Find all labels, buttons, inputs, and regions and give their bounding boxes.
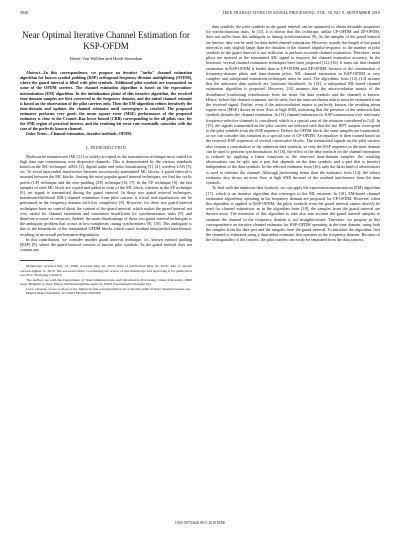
body-paragraph-2: To deal with the unknown data symbols, we can apply the expectation-maximization (EM) algorithm [17], which is an iterative algorithm that converges to the ML estimate. In [18], EM-based channel estimation algorithms operating in the frequency domain are proposed for CP-OFDM. However, when this algorithm is applied to KSP-OFDM, the pilots symbols from the guard interval cannot directly be used for channel estimation, as in the algorithm from [18], the samples from the guard interval are thrown away. The extension of this algorithm to take also into account the guard interval samples to estimate the channel in the frequency domain is not straightforward. Therefore, we propose in this correspondence an iterative channel estimator for KSP-OFDM operating in the time domain, using both the samples from the data part and the samples from the guard interval. To initialize the algorithm, first the channel is estimated using a data-aided estimator that operates in the frequency domain. Because of the orthogonality of the carriers, the pilot carriers can easily be separated from the data carriers. xyxy=(206,185,380,243)
abstract-label: Abstract— xyxy=(26,70,44,76)
paper-authors: Dieter Van Welden and Heidi Steendam xyxy=(69,56,143,61)
body-paragraph-1: data symbols, the pilot symbols in the guard interval can be optimized to obtain desirable properties for synchronization tasks. In [11], it is shown that this technique, unlike CP-OFDM and ZP-OFDM, does not suffer from this ambiguity in timing synchronization [9]. As the samples of the guard interval are known, they can be used for data-aided channel estimation. However, usually the length of the guard interval is only slightly larger than the duration of the channel impulse response, so the number of pilot symbols in the guard interval is not sufficient to perform accurate channel estimation. Therefore, extra pilots are inserted in the transmitted MC signal to improve the channel estimation accuracy. In the literature, several channel estimation techniques have been proposed [12]–[16]. It turns out that channel estimation in KSP-OFDM is harder than in CP-OFDM and ZP-OFDM, because of the combination of frequency-domain pilots and time-domain pilots. ML channel estimation in KSP-OFDM is very complex and suboptimal estimation techniques must be used. The algorithms from [12]–[14] assume that the unknown data symbols are Gaussian distributed. In [14], a suboptimal ML-based channel estimation algorithm is proposed. However, [14] assumes that the autocorrelation matrix of the disturbance (containing contributions from the noise, the data symbols and the channel) is known. Hence, before this channel estimator can be used, first the autocorrelation matrix must be estimated from the received signal. Further, even if the autocorrelation matrix is perfectly known, the resulting mean square error (MSE) shows an error floor at high SNR, indicating that the presence of the unknown data symbols disturbs the channel estimation. In [13] channel estimation for KSP transmission over stationary frequency-selective channels is considered, which is a special case of the situation considered in [14]. In [15], the signals transmitted on the pilot carriers are selected such that the last IFFT outputs correspond to the pilot symbols from the KSP sequence. Before the OFDM block, the same samples are transmitted, so we can consider this situation as a special case of CP-OFDM. An equalizer is then trained based on the received KSP sequences of several consecutive blocks. The transmitted signals on the pilot carriers also contain a contribution of the unknown data symbols, so only the KSP sequence in the time domain can be used to perform synchronization. In [16], the effect of the data symbols on the channel estimation is reduced by applying a linear transform to the observed time-domain samples; the resulting observations can be split into a part that depends on the data symbols and a part that is (nearly) independent of the data symbols. In the selected estimator from [16], only the latter kind of observations is used to estimate the channel. Although performing better than the estimator from [14], the robust estimator also shows an error floor at high SNR because of the residual interference from the data symbols. xyxy=(206,24,380,186)
abstract-text: In this correspondence, we propose an iterative "turbo" channel estimation algorithm for known symbol padding (KSP) orthogonal frequency-division multiplexing (OFDM), where the guard interval is filled with pilot symbols. Additional pilot symbols are transmitted on some of the OFDM carriers. The channel estimation algorithm is based on the expectation-maximization (EM) algorithm. In the initialization phase of this iterative algorithm, the received time-domain samples are first converted to the frequency domain, and the initial channel estimate is based on the observation of the pilot carriers only. Then the EM-algorithm refines iteratively the time-domain and updates the channel estimates until convergence is reached. The proposed estimator performs very good: the mean square error (MSE) performance of the proposed estimator is close to the Cramér–Rao lower bound (CRB) corresponding to the all pilots case, for the SNR region of practical interest, and the resulting bit error rate essentially coincides with the case of the perfectly known channel. xyxy=(20,70,192,132)
footnote-doi: Digital Object Identifier 10.1109/TSP.2010.2050588 xyxy=(26,291,101,296)
paper-title: Near Optimal Iterative Channel Estimation for KSP-OFDM xyxy=(22,30,190,51)
intro-paragraph-2: In this contribution, we consider another guard interval technique, i.e., known symbol padding (KSP) [9], where the guard interval consists of known pilot symbols. As the guard interval does not contain any xyxy=(20,236,192,253)
running-header xyxy=(20,9,380,17)
footnote-block xyxy=(20,264,192,295)
footnote-affiliation: The authors are with the Department of Telecommunications and Information Processing, Ghent University, 9000 Gent, Belgium (e-mail: Dieter.VanWelden@telin.ugent.be; Heidi.Steendam@telin.ugent.be). xyxy=(20,277,192,287)
copyright-footer: 1053-587X/$26.00 © 2010 IEEE xyxy=(174,521,226,525)
footnote-manuscript: Manuscript received July 13, 2009; accepted May 10, 2010. Date of publication May 20, 2010; date of current version August 11, 2010. The associate editor coordinating the review of this manuscript and approving it for publication was Prof. Wolfgang Utschick. xyxy=(20,264,192,278)
right-column xyxy=(206,24,380,518)
journal-name: IEEE TRANSACTIONS ON SIGNAL PROCESSING, VOL. 58, NO. 9, SEPTEMBER 2010 xyxy=(223,10,380,15)
index-terms-label: Index Terms— xyxy=(26,131,51,137)
index-terms xyxy=(20,131,192,136)
footnote-color-versions: Color versions of one or more of the figures in this correspondence are available online at http://ieeexplore.ieee.org. xyxy=(26,286,191,291)
left-column xyxy=(20,24,192,518)
index-terms-text: Channel estimation, iterative methods, OFDM. xyxy=(50,131,132,137)
abstract xyxy=(20,70,192,131)
page-number: 4948 xyxy=(20,10,28,15)
section-heading-introduction: I. INTRODUCTION xyxy=(86,145,126,151)
intro-paragraph-1: Multicarrier transmission (MC) [1] is widely accepted as the transmission technique most suited for high data rate transmission over dispersive channels. This is demonstrated by the various standards based on the MC-technique: xDSL [2], digital audio and video broadcasting [3], [4], wireless LAN [5], etc. To avoid interymbol interference between successively transmitted MC blocks, a guard interval is inserted between the MC blocks. Among the most popular guard interval techniques, we find the cyclic prefix (CP) technique and the zero-padding (ZP) technique [6], [7]. In the CP technique [6], the last samples of each MC block are copied and added in front of the MC block, whereas in the ZP technique [6], no signal is transmitted during the guard interval. In these two guard interval techniques, maximum-likelihood (ML) channel estimation from pilot carriers is trivial and equalization can be performed in the frequency domain with low complexity [8]. However, for these two guard interval techniques have no control about the content of the guard interval, which makes the guard interval not very useful for channel estimation and sometimes insufficient for synchronization tasks [9], and therefore a waste of resources. Indeed, the main disadvantage of these two guard interval techniques is the ambiguity problem that occurs in low-complexity timing synchronizers [9], [10]. This ambiguity is due to the boundaries of the transmitted OFDM blocks which cause residual intersymbol interference, resulting in an overall performance degradation. xyxy=(20,153,192,237)
footnote-divider xyxy=(20,260,54,261)
